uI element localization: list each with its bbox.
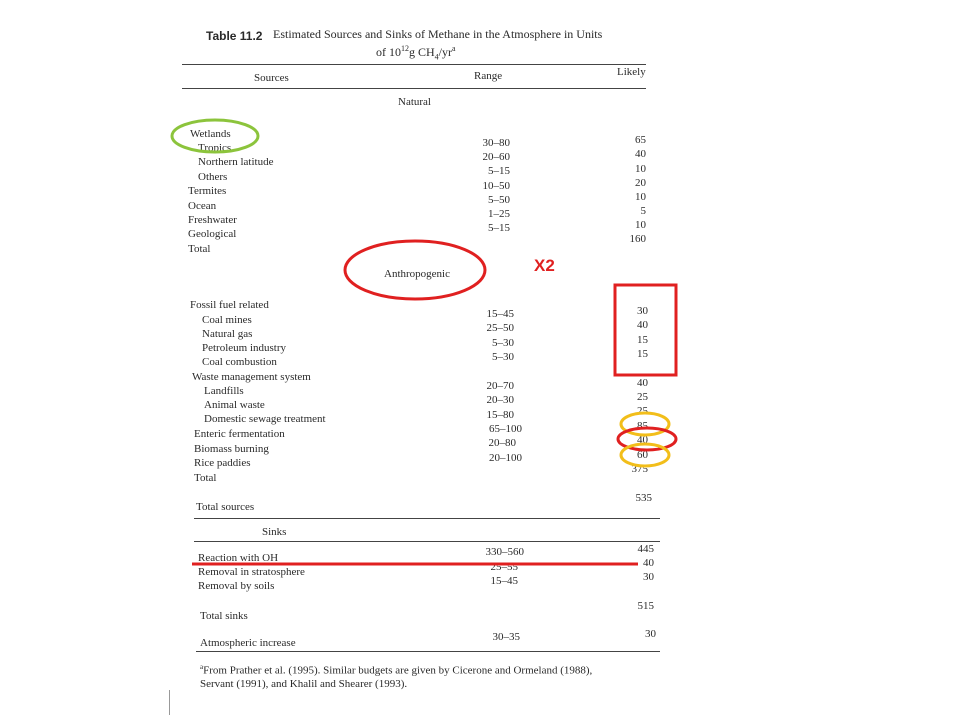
row-label: Fossil fuel related — [190, 299, 269, 311]
row-label: Total — [194, 472, 217, 484]
row-likely: 60 — [637, 449, 648, 461]
row-label: Freshwater — [188, 214, 237, 226]
row-likely: 40 — [637, 377, 648, 389]
row-likely: 40 — [637, 319, 648, 331]
row-range: 65–100 — [489, 423, 522, 435]
row-likely: 30 — [643, 571, 654, 583]
row-likely: 10 — [635, 191, 646, 203]
row-range: 5–30 — [492, 351, 514, 363]
row-likely: 15 — [637, 348, 648, 360]
row-range: 330–560 — [485, 546, 524, 558]
atmospheric-increase-label: Atmospheric increase — [200, 637, 296, 649]
row-label: Domestic sewage treatment — [204, 413, 326, 425]
row-range: 5–30 — [492, 337, 514, 349]
row-range: 20–60 — [482, 151, 510, 163]
rule-sinks-top — [194, 518, 660, 519]
row-label: Biomass burning — [194, 443, 269, 455]
row-range: 15–45 — [486, 308, 514, 320]
atmospheric-increase-value: 30 — [645, 628, 656, 640]
row-likely: 25 — [637, 405, 648, 417]
row-likely: 445 — [637, 543, 654, 555]
row-likely: 25 — [637, 391, 648, 403]
row-label: Others — [198, 171, 228, 183]
row-likely: 20 — [635, 177, 646, 189]
row-label: Landfills — [204, 385, 244, 397]
col-range: Range — [474, 70, 503, 82]
row-likely: 10 — [635, 219, 646, 231]
total-sources-value: 535 — [635, 492, 652, 504]
row-label: Removal by soils — [198, 580, 275, 592]
row-label: Removal in stratosphere — [198, 566, 305, 578]
rule-sinks-bottom — [194, 541, 660, 542]
footnote-line2: Servant (1991), and Khalil and Shearer (1993). — [200, 678, 408, 690]
footnote-line1: $^a$From Prather et al. (1995). Similar budgets are given by Cicerone and Ormeland (1988), — [200, 663, 593, 677]
row-likely: 65 — [635, 134, 646, 146]
row-label: Coal combustion — [202, 356, 277, 368]
table-title-line2: of $10^{12}g$ $CH_4/yr^a$ — [376, 44, 456, 62]
row-range: 5–50 — [488, 194, 510, 206]
row-label: Enteric fermentation — [194, 428, 285, 440]
row-label: Rice paddies — [194, 457, 251, 469]
row-label: Tropics — [198, 142, 232, 154]
row-range: 5–15 — [488, 222, 510, 234]
row-range: 25–50 — [486, 322, 514, 334]
row-range: 20–80 — [488, 437, 516, 449]
row-likely: 40 — [637, 434, 648, 446]
row-label: Waste management system — [192, 371, 311, 383]
total-sinks-value: 515 — [637, 600, 654, 612]
rule-top — [182, 64, 646, 65]
row-range: 20–30 — [486, 394, 514, 406]
row-label: Total — [188, 243, 211, 255]
row-range: 15–45 — [490, 575, 518, 587]
col-sources: Sources — [254, 72, 289, 84]
col-likely: Likely — [617, 66, 646, 78]
row-label: Coal mines — [202, 314, 252, 326]
row-likely: 10 — [635, 163, 646, 175]
row-label: Reaction with OH — [198, 552, 279, 564]
rule-bottom — [196, 651, 660, 652]
section-anthropogenic: Anthropogenic — [384, 268, 450, 280]
row-likely: 40 — [635, 148, 646, 160]
row-likely: 375 — [631, 463, 648, 475]
row-label: Geological — [188, 228, 237, 240]
row-likely: 30 — [637, 305, 648, 317]
section-sinks: Sinks — [262, 526, 287, 538]
row-range: 20–100 — [489, 452, 522, 464]
row-label: Wetlands — [190, 128, 231, 140]
row-label: Northern latitude — [198, 156, 274, 168]
row-label: Ocean — [188, 200, 217, 212]
row-range: 20–70 — [486, 380, 514, 392]
total-sinks-label: Total sinks — [200, 610, 248, 622]
row-range: 25–55 — [490, 561, 518, 573]
row-range: 1–25 — [488, 208, 510, 220]
total-sources-label: Total sources — [196, 501, 255, 513]
row-range: 5–15 — [488, 165, 510, 177]
section-natural: Natural — [398, 96, 431, 108]
row-likely: 160 — [629, 233, 646, 245]
rule-header — [182, 88, 646, 89]
row-range: 30–80 — [482, 137, 510, 149]
row-likely: 85 — [637, 420, 648, 432]
atmospheric-increase-range: 30–35 — [492, 631, 520, 643]
x2-annotation: X2 — [534, 256, 555, 275]
row-likely: 5 — [640, 205, 646, 217]
row-label: Termites — [188, 185, 227, 197]
table-title-line1: Estimated Sources and Sinks of Methane in the Atmosphere in Units — [273, 27, 603, 41]
row-range: 15–80 — [486, 409, 514, 421]
scan-edge-line — [169, 690, 170, 715]
row-likely: 15 — [637, 334, 648, 346]
row-label: Animal waste — [204, 399, 265, 411]
row-range: 10–50 — [482, 180, 510, 192]
row-label: Natural gas — [202, 328, 253, 340]
row-label: Petroleum industry — [202, 342, 287, 354]
table-label: Table 11.2 — [206, 29, 263, 43]
row-likely: 40 — [643, 557, 654, 569]
